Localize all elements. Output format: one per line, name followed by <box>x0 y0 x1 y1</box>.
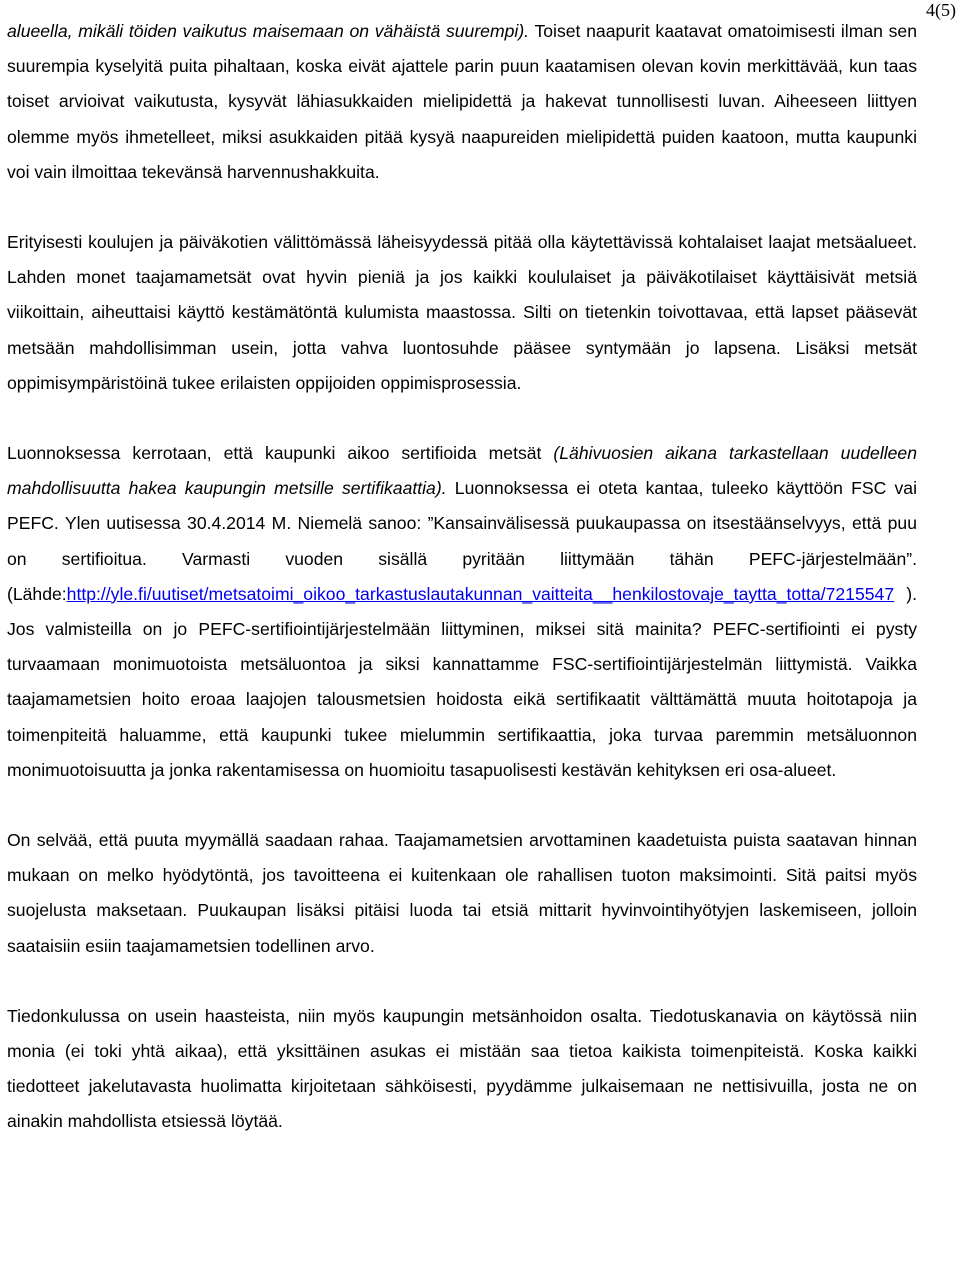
paragraph-3-text-a: Luonnoksessa kerrotaan, että kaupunki aikoo sertifioida metsät <box>7 443 554 464</box>
paragraph-3-text-c: ). Jos valmisteilla on jo PEFC-sertifiointijärjestelmään liittyminen, miksei sitä mainita? PEFC-sertifiointi ei pysty turvaamaan monimuotoista metsäluontoa ja siksi kannattamme FSC-sertifiointijärjestelmän liittymistä. Vaikka taajamametsien hoito eroaa laajojen talousmetsien hoidosta eikä sertifikaatit välttämättä muuta hoitotapoja ja toimenpiteitä haluamme, että kaupunki tukee mielummin sertifikaattia, joka turvaa paremmin metsäluonnon monimuotoisuutta ja jonka rakentamisessa on huomioitu tasapuolisesti kestävän kehityksen eri osa-alueet. <box>7 583 917 780</box>
paragraph-4: On selvää, että puuta myymällä saadaan rahaa. Taajamametsien arvottaminen kaadetuista puista saatavan hinnan mukaan on melko hyödytöntä, jos tavoitteena ei kuitenkaan ole rahallisen tuoton maksimointi. Sitä paitsi myös suojelusta maksetaan. Puukaupan lisäksi pitäisi luoda tai etsiä mittarit hyvinvointihyötyjen laskemiseen, jolloin saataisiin esiin taajamametsien todellinen arvo. <box>7 830 917 956</box>
paragraph-2: Erityisesti koulujen ja päiväkotien välittömässä läheisyydessä pitää olla käytettävissä kohtalaiset laajat metsäalueet. Lahden monet taajamametsät ovat hyvin pieniä ja jos kaikki koululaiset ja päiväkotilaiset käyttäisivät metsiä viikoittain, aiheuttaisi käyttö kestämätöntä kulumista maastossa. Silti on tietenkin toivottavaa, että lapset pääsevät metsään mahdollisimman usein, jotta vahva luontosuhde pääsee syntymään jo lapsena. Lisäksi metsät oppimisympäristöinä tukee erilaisten oppijoiden oppimisprosessia. <box>7 232 917 393</box>
paragraph-1-text: Toiset naapurit kaatavat omatoimisesti ilman sen suurempia kyselyitä puita pihaltaan, koska eivät ajattele parin puun kaatamisen olevan kovin merkittävää, kun taas toiset arvioivat vaikutusta, kysyvät lähiasukkaiden mielipidettä ja hakevat tunnollisesti luvan. Aiheeseen liittyen olemme myös ihmetelleet, miksi asukkaiden pitää kysyä naapureiden mielipidettä puiden kaatoon, mutta kaupunki voi vain ilmoittaa tekevänsä harvennushakkuita. <box>7 21 917 182</box>
paragraph-3-italic: (Lähivuosien aikana tarkastellaan uudelleen mahdollisuutta hakea kaupungin metsille sertifikaattia). <box>7 443 917 499</box>
page-number: 4(5) <box>926 0 956 20</box>
paragraph-5: Tiedonkulussa on usein haasteista, niin myös kaupungin metsänhoidon osalta. Tiedotuskanavia on käytössä niin monia (ei toki yhtä aikaa), että yksittäinen asukas ei mistään saa tietoa kaikista toimenpiteistä. Koska kaikki tiedotteet jakelutavasta huolimatta kirjoitetaan sähköisesti, pyydämme julkaisemaan ne nettisivuilla, josta ne on ainakin mahdollista etsiessä löytää. <box>7 1005 917 1132</box>
paragraph-3-text-b: Luonnoksessa ei oteta kantaa, tuleeko käyttöön FSC vai PEFC. Ylen uutisessa 30.4.2014 M. Niemelä sanoo: ”Kansainvälisessä puukaupassa on itsestäänselvyys, että puu on sertifioitua. Varmasti vuoden sisällä pyritään liittymään tähän PEFC-järjestelmään”. (Lähde: <box>7 478 917 604</box>
source-link[interactable]: http://yle.fi/uutiset/metsatoimi_oikoo_tarkastuslautakunnan_vaitteita__henkilostovaje_taytta_totta/7215547 <box>66 583 895 604</box>
paragraph-1-italic: alueella, mikäli töiden vaikutus maisemaan on vähäistä suurempi). <box>7 21 530 41</box>
document-body <box>7 14 917 1140</box>
paragraph-1 <box>7 14 917 190</box>
paragraph-3 <box>7 436 917 788</box>
